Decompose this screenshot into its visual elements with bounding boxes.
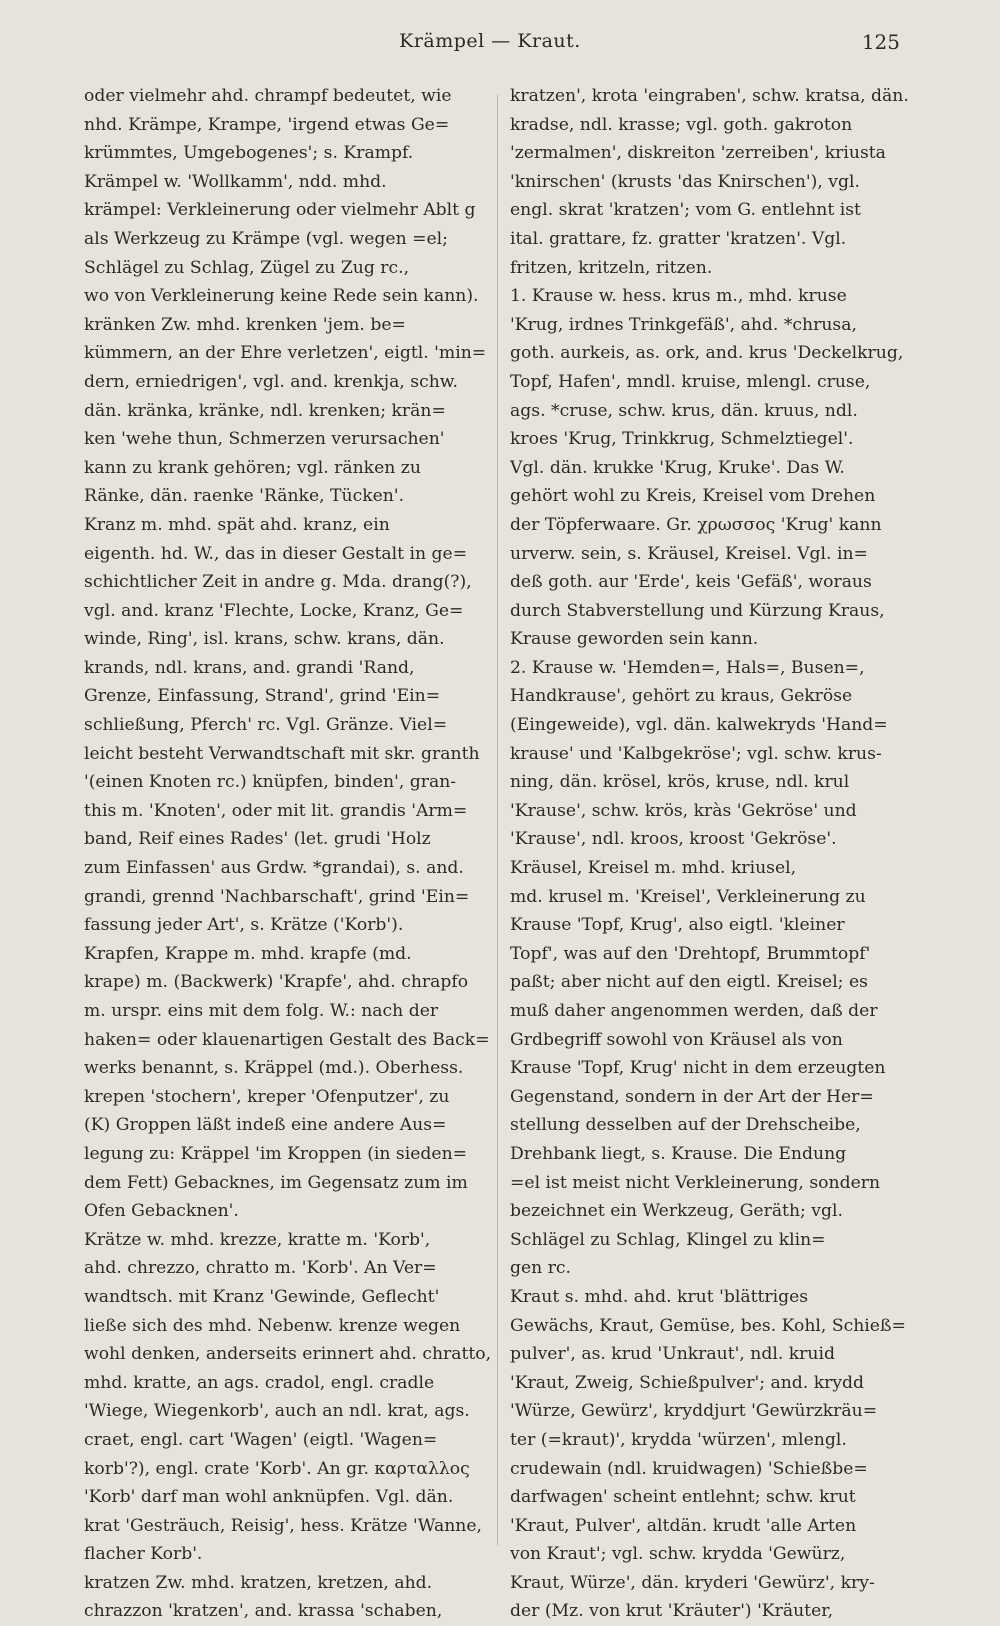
- text-line: kradse, ndl. krasse; vgl. goth. gakroton: [510, 114, 853, 135]
- text-line: Krause 'Topf, Krug' nicht in dem erzeugten: [510, 1058, 886, 1079]
- text-line: kratzen', krota 'eingraben', schw. kratsa, dän.: [510, 86, 909, 106]
- text-line: dän. kränka, kränke, ndl. krenken; krän=: [84, 400, 446, 421]
- text-line: 'knirschen' (krusts 'das Knirschen'), vgl.: [510, 171, 860, 192]
- text-line: Vgl. dän. krukke 'Krug, Kruke'. Das W.: [510, 457, 845, 478]
- text-line: krape) m. (Backwerk) 'Krapfe', ahd. chrapfo: [84, 972, 469, 993]
- text-line: Schlägel zu Schlag, Klingel zu klin=: [510, 1229, 826, 1250]
- text-line: haken= oder klauenartigen Gestalt des Back=: [84, 1029, 490, 1050]
- text-line: 'Würze, Gewürz', kryddjurt 'Gewürzkräu=: [510, 1401, 878, 1422]
- text-line: ken 'wehe thun, Schmerzen verursachen': [84, 429, 445, 450]
- text-line: flacher Korb'.: [84, 1544, 203, 1565]
- text-line: Kräusel, Kreisel m. mhd. kriusel,: [510, 858, 797, 879]
- text-line: '(einen Knoten rc.) knüpfen, binden', gran-: [84, 772, 457, 793]
- text-line: gehört wohl zu Kreis, Kreisel vom Drehen: [510, 486, 876, 507]
- text-line: kränken Zw. mhd. krenken 'jem. be=: [84, 314, 406, 335]
- text-line: dem Fett) Gebacknes, im Gegensatz zum im: [84, 1172, 468, 1193]
- text-line: winde, Ring', isl. krans, schw. krans, dän.: [84, 629, 445, 650]
- left-column: [84, 82, 496, 1626]
- text-line: krause' und 'Kalbgekröse'; vgl. schw. krus-: [510, 743, 882, 764]
- text-line: Krätze w. mhd. krezze, kratte m. 'Korb',: [84, 1229, 431, 1250]
- text-line: pulver', as. krud 'Unkraut', ndl. kruid: [510, 1344, 835, 1365]
- text-line: ags. *cruse, schw. krus, dän. kruus, ndl.: [510, 400, 858, 421]
- text-line: kratzen Zw. mhd. kratzen, kretzen, ahd.: [84, 1572, 433, 1593]
- text-line: Kraut, Würze', dän. kryderi 'Gewürz', kry-: [510, 1572, 875, 1593]
- text-line: Schlägel zu Schlag, Zügel zu Zug rc.,: [84, 257, 410, 278]
- text-line: this m. 'Knoten', oder mit lit. grandis 'Arm=: [84, 800, 468, 821]
- text-line: mhd. kratte, an ags. cradol, engl. cradle: [84, 1372, 435, 1393]
- text-line: Krause 'Topf, Krug', also eigtl. 'kleiner: [510, 915, 845, 936]
- text-line: 2. Krause w. 'Hemden=, Hals=, Busen=,: [510, 657, 865, 678]
- text-line: leicht besteht Verwandtschaft mit skr. granth: [84, 743, 480, 764]
- text-line: ter (=kraut)', krydda 'würzen', mlengl.: [510, 1429, 847, 1450]
- text-line: grandi, grennd 'Nachbarschaft', grind 'Ein=: [84, 886, 470, 907]
- text-line: dern, erniedrigen', vgl. and. krenkja, schw.: [84, 371, 458, 392]
- text-line: vgl. and. kranz 'Flechte, Locke, Kranz, Ge=: [84, 600, 464, 621]
- text-line: von Kraut'; vgl. schw. krydda 'Gewürz,: [510, 1544, 846, 1565]
- text-line: deß goth. aur 'Erde', keis 'Gefäß', woraus: [510, 572, 872, 593]
- text-line: legung zu: Kräppel 'im Kroppen (in sieden=: [84, 1143, 468, 1164]
- text-line: engl. skrat 'kratzen'; vom G. entlehnt ist: [510, 200, 861, 221]
- text-line: urverw. sein, s. Kräusel, Kreisel. Vgl. in=: [510, 543, 868, 564]
- text-line: Drehbank liegt, s. Krause. Die Endung: [510, 1143, 847, 1164]
- text-line: krands, ndl. krans, and. grandi 'Rand,: [84, 657, 415, 678]
- text-line: schichtlicher Zeit in andre g. Mda. drang(?),: [84, 572, 472, 593]
- text-line: als Werkzeug zu Krämpe (vgl. wegen =el;: [84, 228, 448, 249]
- text-line: Ränke, dän. raenke 'Ränke, Tücken'.: [84, 486, 405, 507]
- text-line: Grenze, Einfassung, Strand', grind 'Ein=: [84, 686, 441, 707]
- text-line: 'Krause', schw. krös, kràs 'Gekröse' und: [510, 800, 857, 821]
- text-line: eigenth. hd. W., das in dieser Gestalt in ge=: [84, 543, 468, 564]
- text-line: paßt; aber nicht auf den eigtl. Kreisel; es: [510, 972, 868, 993]
- text-line: 'zermalmen', diskreiton 'zerreiben', kriusta: [510, 143, 886, 164]
- text-line: nhd. Krämpe, Krampe, 'irgend etwas Ge=: [84, 114, 450, 135]
- text-line: Kraut s. mhd. ahd. krut 'blättriges: [510, 1286, 809, 1307]
- text-line: ital. grattare, fz. gratter 'kratzen'. Vgl.: [510, 228, 847, 249]
- text-line: krümmtes, Umgebogenes'; s. Krampf.: [84, 143, 414, 164]
- text-line: Kranz m. mhd. spät ahd. kranz, ein: [84, 514, 390, 535]
- page-header: [80, 30, 900, 64]
- text-line: fassung jeder Art', s. Krätze ('Korb').: [84, 915, 404, 936]
- text-line: =el ist meist nicht Verkleinerung, sondern: [510, 1172, 881, 1193]
- text-line: schließung, Pferch' rc. Vgl. Gränze. Viel=: [84, 715, 448, 736]
- text-line: darfwagen' scheint entlehnt; schw. krut: [510, 1487, 856, 1508]
- text-line: Krause geworden sein kann.: [510, 629, 759, 650]
- text-line: zum Einfassen' aus Grdw. *grandai), s. and.: [84, 858, 464, 879]
- text-line: ning, dän. krösel, krös, kruse, ndl. krul: [510, 772, 850, 793]
- text-line: 'Korb' darf man wohl anknüpfen. Vgl. dän.: [84, 1487, 454, 1508]
- text-line: werks benannt, s. Kräppel (md.). Oberhess.: [84, 1058, 464, 1079]
- running-head: Krämpel — Kraut.: [399, 30, 581, 52]
- text-line: 'Wiege, Wiegenkorb', auch an ndl. krat, ags.: [84, 1401, 470, 1422]
- text-line: (K) Groppen läßt indeß eine andere Aus=: [84, 1115, 447, 1136]
- text-line: Handkrause', gehört zu kraus, Gekröse: [510, 686, 853, 707]
- text-line: craet, engl. cart 'Wagen' (eigtl. 'Wagen=: [84, 1429, 438, 1450]
- text-line: muß daher angenommen werden, daß der: [510, 1001, 878, 1021]
- text-line: Ofen Gebacknen'.: [84, 1201, 239, 1222]
- text-line: gen rc.: [510, 1258, 572, 1279]
- text-line: (Eingeweide), vgl. dän. kalwekryds 'Hand=: [510, 715, 888, 736]
- text-line: ahd. chrezzo, chratto m. 'Korb'. An Ver=: [84, 1258, 437, 1279]
- text-line: krepen 'stochern', kreper 'Ofenputzer', zu: [84, 1086, 450, 1107]
- text-line: 'Kraut, Pulver', altdän. krudt 'alle Arten: [510, 1515, 857, 1536]
- text-line: wohl denken, anderseits erinnert ahd. chratto,: [84, 1344, 492, 1365]
- text-line: der (Mz. von krut 'Kräuter') 'Kräuter,: [510, 1601, 834, 1622]
- page-number: 125: [861, 30, 900, 54]
- column-divider: [497, 95, 498, 1545]
- text-line: 'Krug, irdnes Trinkgefäß', ahd. *chrusa,: [510, 314, 857, 335]
- text-line: stellung desselben auf der Drehscheibe,: [510, 1115, 861, 1136]
- text-line: Topf', was auf den 'Drehtopf, Brummtopf': [510, 943, 871, 964]
- text-line: Krapfen, Krappe m. mhd. krapfe (md.: [84, 943, 412, 964]
- text-line: korb'?), engl. crate 'Korb'. An gr. καρταλλος: [84, 1458, 470, 1479]
- text-line: bezeichnet ein Werkzeug, Geräth; vgl.: [510, 1201, 843, 1222]
- text-line: ließe sich des mhd. Nebenw. krenze wegen: [84, 1315, 461, 1336]
- text-line: 'Krause', ndl. kroos, kroost 'Gekröse'.: [510, 829, 837, 850]
- text-line: wandtsch. mit Kranz 'Gewinde, Geflecht': [84, 1286, 440, 1307]
- text-line: Topf, Hafen', mndl. kruise, mlengl. cruse,: [510, 371, 871, 392]
- text-line: krämpel: Verkleinerung oder vielmehr Ablt g: [84, 200, 476, 221]
- text-line: krat 'Gesträuch, Reisig', hess. Krätze 'Wanne,: [84, 1515, 482, 1536]
- text-line: der Töpferwaare. Gr. χρωσσος 'Krug' kann: [510, 514, 882, 535]
- text-line: Gegenstand, sondern in der Art der Her=: [510, 1086, 874, 1107]
- text-line: band, Reif eines Rades' (let. grudi 'Holz: [84, 829, 431, 850]
- text-line: wo von Verkleinerung keine Rede sein kann).: [84, 286, 479, 307]
- text-line: 1. Krause w. hess. krus m., mhd. kruse: [510, 286, 847, 307]
- text-line: crudewain (ndl. kruidwagen) 'Schießbe=: [510, 1458, 868, 1479]
- text-line: 'Kraut, Zweig, Schießpulver'; and. krydd: [510, 1372, 865, 1393]
- text-line: kümmern, an der Ehre verletzen', eigtl. 'min=: [84, 343, 487, 364]
- text-line: Grdbegriff sowohl von Kräusel als von: [510, 1029, 843, 1050]
- text-line: kroes 'Krug, Trinkkrug, Schmelztiegel'.: [510, 429, 854, 450]
- text-line: chrazzon 'kratzen', and. krassa 'schaben,: [84, 1601, 443, 1622]
- right-column: [510, 82, 922, 1626]
- text-line: durch Stabverstellung und Kürzung Kraus,: [510, 600, 885, 621]
- text-line: md. krusel m. 'Kreisel', Verkleinerung zu: [510, 886, 866, 907]
- text-line: m. urspr. eins mit dem folg. W.: nach der: [84, 1001, 439, 1021]
- text-line: kann zu krank gehören; vgl. ränken zu: [84, 457, 421, 478]
- text-line: Gewächs, Kraut, Gemüse, bes. Kohl, Schieß=: [510, 1315, 906, 1336]
- text-line: oder vielmehr ahd. chrampf bedeutet, wie: [84, 86, 452, 106]
- text-line: fritzen, kritzeln, ritzen.: [510, 257, 713, 278]
- text-line: Krämpel w. 'Wollkamm', ndd. mhd.: [84, 171, 387, 192]
- text-line: goth. aurkeis, as. ork, and. krus 'Deckelkrug,: [510, 343, 904, 364]
